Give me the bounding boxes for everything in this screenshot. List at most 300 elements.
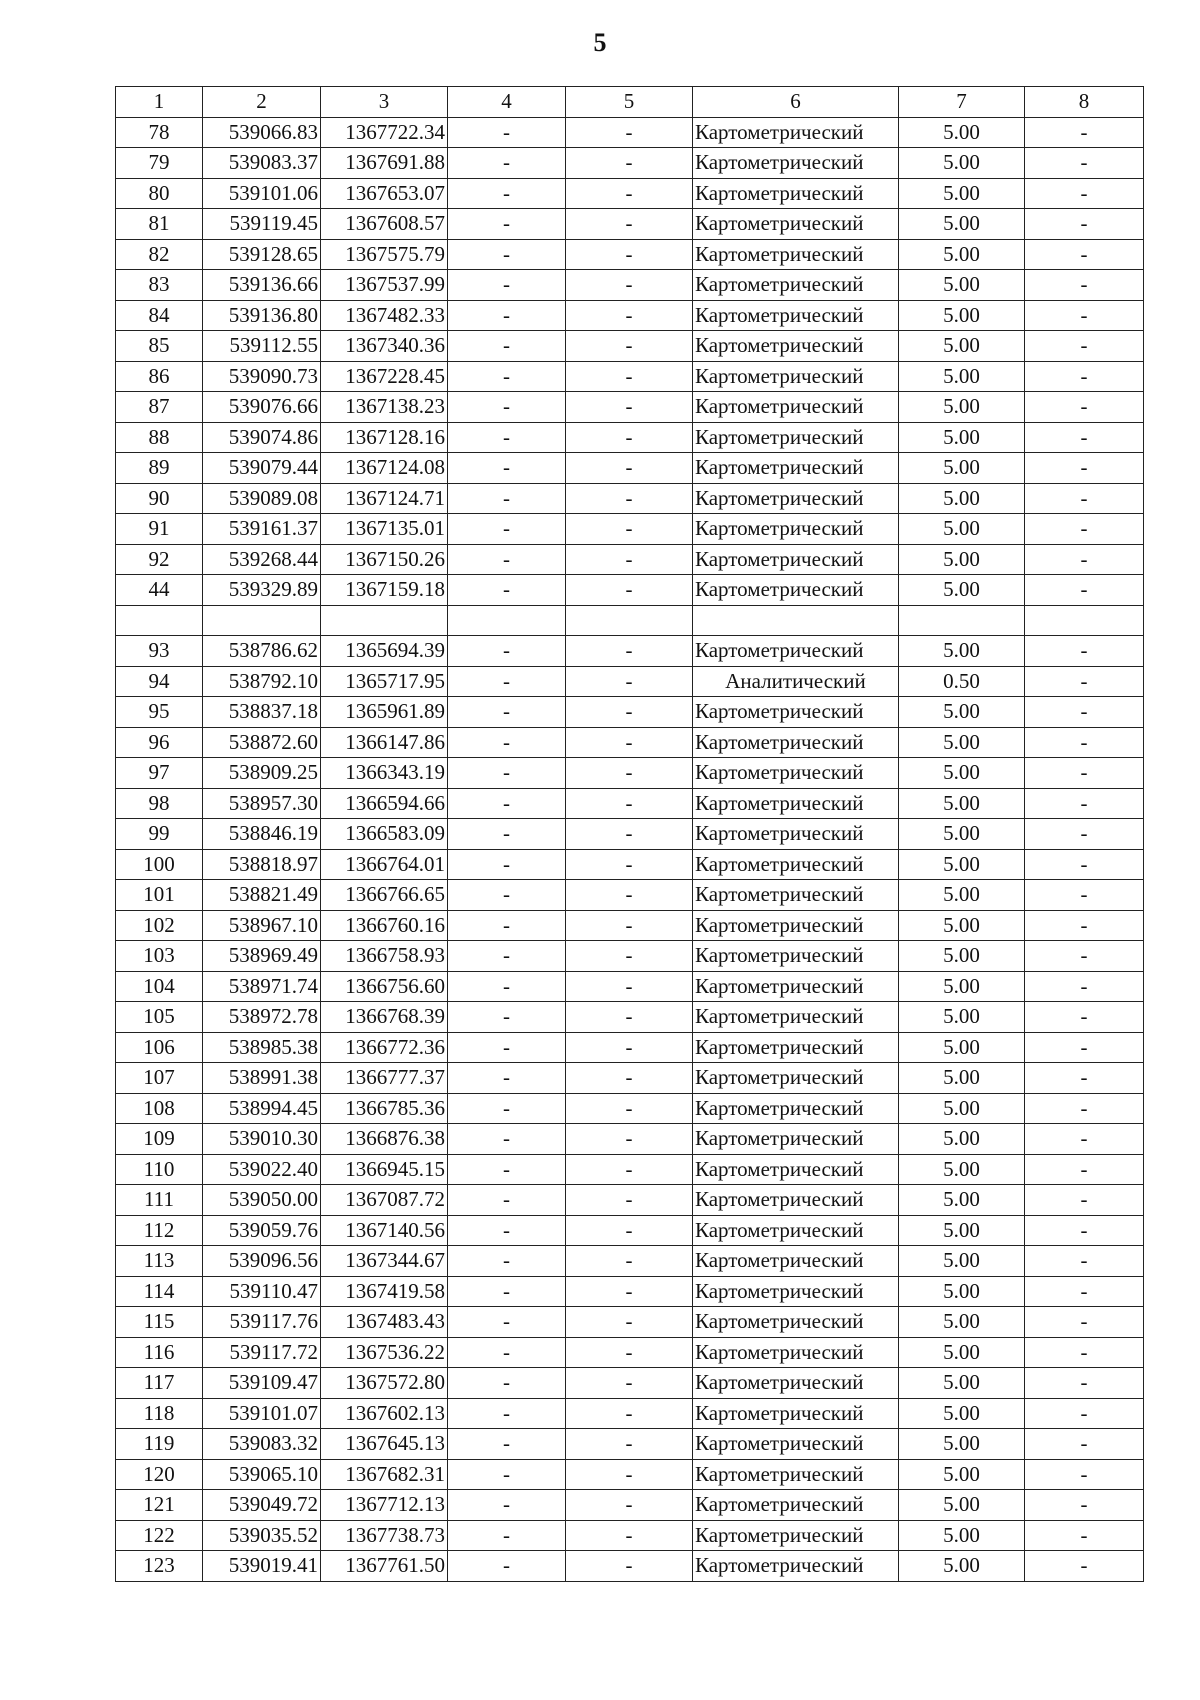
column-5-value-cell: - [566, 1246, 693, 1277]
y-coordinate-cell: 1367124.71 [321, 483, 448, 514]
column-header-3: 3 [321, 87, 448, 118]
x-coordinate-cell: 539049.72 [203, 1490, 321, 1521]
point-number-cell: 44 [116, 575, 203, 606]
column-header-7: 7 [899, 87, 1025, 118]
y-coordinate-cell: 1366876.38 [321, 1124, 448, 1155]
column-4-value-cell: - [448, 1093, 566, 1124]
method-cell: Картометрический [693, 239, 899, 270]
coordinates-table [115, 86, 1144, 1582]
table-row [116, 880, 1144, 911]
method-cell: Картометрический [693, 1551, 899, 1582]
y-coordinate-cell: 1367572.80 [321, 1368, 448, 1399]
column-8-value-cell: - [1025, 1124, 1144, 1155]
x-coordinate-cell: 539128.65 [203, 239, 321, 270]
method-cell: Картометрический [693, 209, 899, 240]
accuracy-cell: 0.50 [899, 666, 1025, 697]
x-coordinate-cell: 539059.76 [203, 1215, 321, 1246]
table-row [116, 148, 1144, 179]
column-5-value-cell: - [566, 849, 693, 880]
method-cell: Картометрический [693, 1337, 899, 1368]
column-5-value-cell: - [566, 300, 693, 331]
accuracy-cell: 5.00 [899, 1459, 1025, 1490]
column-4-value-cell: - [448, 1124, 566, 1155]
method-cell: Картометрический [693, 392, 899, 423]
table-body [116, 117, 1144, 1581]
x-coordinate-cell: 539161.37 [203, 514, 321, 545]
column-4-value-cell: - [448, 1276, 566, 1307]
method-cell: Картометрический [693, 819, 899, 850]
x-coordinate-cell: 538821.49 [203, 880, 321, 911]
y-coordinate-cell: 1365717.95 [321, 666, 448, 697]
column-8-value-cell: - [1025, 666, 1144, 697]
method-cell: Картометрический [693, 941, 899, 972]
method-cell: Картометрический [693, 1093, 899, 1124]
y-coordinate-cell: 1366785.36 [321, 1093, 448, 1124]
column-8-value-cell: - [1025, 270, 1144, 301]
y-coordinate-cell: 1367344.67 [321, 1246, 448, 1277]
column-5-value-cell: - [566, 422, 693, 453]
point-number-cell: 91 [116, 514, 203, 545]
x-coordinate-cell: 538909.25 [203, 758, 321, 789]
column-8-value-cell: - [1025, 422, 1144, 453]
column-5-value-cell: - [566, 1429, 693, 1460]
point-number-cell: 95 [116, 697, 203, 728]
column-4-value-cell: - [448, 270, 566, 301]
column-8-value-cell: - [1025, 453, 1144, 484]
column-4-value-cell: - [448, 239, 566, 270]
accuracy-cell: 5.00 [899, 941, 1025, 972]
x-coordinate-cell: 539083.32 [203, 1429, 321, 1460]
point-number-cell: 106 [116, 1032, 203, 1063]
accuracy-cell: 5.00 [899, 880, 1025, 911]
x-coordinate-cell: 538957.30 [203, 788, 321, 819]
column-4-value-cell: - [448, 1307, 566, 1338]
point-number-cell: 87 [116, 392, 203, 423]
column-8-value-cell: - [1025, 1032, 1144, 1063]
x-coordinate-cell: 539117.72 [203, 1337, 321, 1368]
column-4-value-cell: - [448, 819, 566, 850]
column-4-value-cell: - [448, 849, 566, 880]
column-4-value-cell: - [448, 1337, 566, 1368]
accuracy-cell: 5.00 [899, 1154, 1025, 1185]
table-row [116, 1429, 1144, 1460]
column-4-value-cell: - [448, 209, 566, 240]
accuracy-cell: 5.00 [899, 361, 1025, 392]
method-cell: Картометрический [693, 697, 899, 728]
table-row [116, 697, 1144, 728]
table-header-row [116, 87, 1144, 118]
method-cell: Картометрический [693, 636, 899, 667]
point-number-cell: 80 [116, 178, 203, 209]
column-4-value-cell: - [448, 1429, 566, 1460]
column-4-value-cell [448, 605, 566, 636]
method-cell: Картометрический [693, 270, 899, 301]
column-8-value-cell: - [1025, 209, 1144, 240]
column-5-value-cell: - [566, 819, 693, 850]
y-coordinate-cell: 1367482.33 [321, 300, 448, 331]
column-5-value-cell: - [566, 636, 693, 667]
table-row [116, 1551, 1144, 1582]
table-row [116, 1246, 1144, 1277]
column-5-value-cell: - [566, 1368, 693, 1399]
table-row [116, 1002, 1144, 1033]
column-5-value-cell: - [566, 1520, 693, 1551]
point-number-cell: 84 [116, 300, 203, 331]
x-coordinate-cell: 539074.86 [203, 422, 321, 453]
column-4-value-cell: - [448, 697, 566, 728]
table-row [116, 1307, 1144, 1338]
point-number-cell: 114 [116, 1276, 203, 1307]
point-number-cell: 109 [116, 1124, 203, 1155]
x-coordinate-cell [203, 605, 321, 636]
accuracy-cell: 5.00 [899, 422, 1025, 453]
column-8-value-cell: - [1025, 392, 1144, 423]
column-header-5: 5 [566, 87, 693, 118]
column-4-value-cell: - [448, 788, 566, 819]
y-coordinate-cell: 1366343.19 [321, 758, 448, 789]
column-5-value-cell: - [566, 178, 693, 209]
y-coordinate-cell: 1367140.56 [321, 1215, 448, 1246]
column-5-value-cell: - [566, 666, 693, 697]
column-4-value-cell: - [448, 392, 566, 423]
method-cell: Картометрический [693, 1032, 899, 1063]
table-row [116, 422, 1144, 453]
column-8-value-cell: - [1025, 1520, 1144, 1551]
table-row [116, 727, 1144, 758]
y-coordinate-cell: 1367138.23 [321, 392, 448, 423]
method-cell: Картометрический [693, 727, 899, 758]
column-4-value-cell: - [448, 941, 566, 972]
x-coordinate-cell: 538969.49 [203, 941, 321, 972]
y-coordinate-cell: 1366756.60 [321, 971, 448, 1002]
table-row [116, 1154, 1144, 1185]
column-8-value-cell: - [1025, 514, 1144, 545]
column-4-value-cell: - [448, 1246, 566, 1277]
method-cell: Картометрический [693, 1185, 899, 1216]
y-coordinate-cell: 1365961.89 [321, 697, 448, 728]
column-8-value-cell: - [1025, 1093, 1144, 1124]
column-4-value-cell: - [448, 575, 566, 606]
y-coordinate-cell: 1367536.22 [321, 1337, 448, 1368]
column-8-value-cell: - [1025, 178, 1144, 209]
table-row [116, 788, 1144, 819]
column-4-value-cell: - [448, 727, 566, 758]
point-number-cell: 101 [116, 880, 203, 911]
point-number-cell [116, 605, 203, 636]
y-coordinate-cell: 1366758.93 [321, 941, 448, 972]
y-coordinate-cell: 1366594.66 [321, 788, 448, 819]
x-coordinate-cell: 539065.10 [203, 1459, 321, 1490]
x-coordinate-cell: 539050.00 [203, 1185, 321, 1216]
column-8-value-cell [1025, 605, 1144, 636]
y-coordinate-cell: 1366945.15 [321, 1154, 448, 1185]
method-cell: Картометрический [693, 1429, 899, 1460]
accuracy-cell: 5.00 [899, 1276, 1025, 1307]
column-4-value-cell: - [448, 1063, 566, 1094]
column-8-value-cell: - [1025, 1551, 1144, 1582]
x-coordinate-cell: 539089.08 [203, 483, 321, 514]
x-coordinate-cell: 539090.73 [203, 361, 321, 392]
table-row [116, 1032, 1144, 1063]
point-number-cell: 98 [116, 788, 203, 819]
accuracy-cell: 5.00 [899, 209, 1025, 240]
column-8-value-cell: - [1025, 1246, 1144, 1277]
x-coordinate-cell: 538991.38 [203, 1063, 321, 1094]
method-cell: Картометрический [693, 971, 899, 1002]
accuracy-cell: 5.00 [899, 1429, 1025, 1460]
column-5-value-cell: - [566, 758, 693, 789]
method-cell: Картометрический [693, 453, 899, 484]
column-4-value-cell: - [448, 1154, 566, 1185]
y-coordinate-cell: 1367124.08 [321, 453, 448, 484]
column-4-value-cell: - [448, 178, 566, 209]
accuracy-cell: 5.00 [899, 1337, 1025, 1368]
point-number-cell: 116 [116, 1337, 203, 1368]
table-row [116, 544, 1144, 575]
point-number-cell: 81 [116, 209, 203, 240]
column-5-value-cell: - [566, 270, 693, 301]
column-8-value-cell: - [1025, 1368, 1144, 1399]
point-number-cell: 96 [116, 727, 203, 758]
x-coordinate-cell: 538985.38 [203, 1032, 321, 1063]
accuracy-cell: 5.00 [899, 819, 1025, 850]
method-cell: Картометрический [693, 1490, 899, 1521]
point-number-cell: 121 [116, 1490, 203, 1521]
table-row [116, 636, 1144, 667]
x-coordinate-cell: 538872.60 [203, 727, 321, 758]
accuracy-cell: 5.00 [899, 575, 1025, 606]
page-number: 5 [593, 28, 607, 57]
y-coordinate-cell: 1367761.50 [321, 1551, 448, 1582]
column-header-6: 6 [693, 87, 899, 118]
accuracy-cell: 5.00 [899, 788, 1025, 819]
accuracy-cell: 5.00 [899, 1246, 1025, 1277]
table-row [116, 392, 1144, 423]
method-cell: Картометрический [693, 300, 899, 331]
x-coordinate-cell: 539136.80 [203, 300, 321, 331]
method-cell: Картометрический [693, 483, 899, 514]
point-number-cell: 115 [116, 1307, 203, 1338]
column-8-value-cell: - [1025, 1459, 1144, 1490]
y-coordinate-cell: 1367645.13 [321, 1429, 448, 1460]
y-coordinate-cell: 1367340.36 [321, 331, 448, 362]
accuracy-cell: 5.00 [899, 1490, 1025, 1521]
x-coordinate-cell: 539109.47 [203, 1368, 321, 1399]
column-5-value-cell: - [566, 483, 693, 514]
column-5-value-cell: - [566, 1551, 693, 1582]
column-8-value-cell: - [1025, 697, 1144, 728]
table-row [116, 1337, 1144, 1368]
method-cell: Картометрический [693, 331, 899, 362]
column-header-4: 4 [448, 87, 566, 118]
point-number-cell: 94 [116, 666, 203, 697]
table-row [116, 178, 1144, 209]
column-5-value-cell: - [566, 148, 693, 179]
column-5-value-cell: - [566, 1490, 693, 1521]
point-number-cell: 118 [116, 1398, 203, 1429]
accuracy-cell: 5.00 [899, 331, 1025, 362]
x-coordinate-cell: 539010.30 [203, 1124, 321, 1155]
column-8-value-cell: - [1025, 849, 1144, 880]
x-coordinate-cell: 539066.83 [203, 117, 321, 148]
table-row [116, 758, 1144, 789]
point-number-cell: 93 [116, 636, 203, 667]
accuracy-cell: 5.00 [899, 300, 1025, 331]
table-row [116, 1368, 1144, 1399]
y-coordinate-cell: 1367228.45 [321, 361, 448, 392]
column-4-value-cell: - [448, 544, 566, 575]
column-8-value-cell: - [1025, 361, 1144, 392]
point-number-cell: 123 [116, 1551, 203, 1582]
column-4-value-cell: - [448, 453, 566, 484]
table-row [116, 1185, 1144, 1216]
x-coordinate-cell: 539022.40 [203, 1154, 321, 1185]
y-coordinate-cell: 1367537.99 [321, 270, 448, 301]
accuracy-cell: 5.00 [899, 971, 1025, 1002]
accuracy-cell: 5.00 [899, 270, 1025, 301]
accuracy-cell: 5.00 [899, 1063, 1025, 1094]
y-coordinate-cell: 1367575.79 [321, 239, 448, 270]
column-4-value-cell: - [448, 1185, 566, 1216]
accuracy-cell: 5.00 [899, 636, 1025, 667]
column-4-value-cell: - [448, 1215, 566, 1246]
column-8-value-cell: - [1025, 1063, 1144, 1094]
y-coordinate-cell [321, 605, 448, 636]
x-coordinate-cell: 538792.10 [203, 666, 321, 697]
y-coordinate-cell: 1367159.18 [321, 575, 448, 606]
table-row [116, 514, 1144, 545]
column-5-value-cell: - [566, 1093, 693, 1124]
accuracy-cell: 5.00 [899, 117, 1025, 148]
x-coordinate-cell: 539110.47 [203, 1276, 321, 1307]
column-header-2: 2 [203, 87, 321, 118]
method-cell: Картометрический [693, 1276, 899, 1307]
accuracy-cell: 5.00 [899, 178, 1025, 209]
table-row [116, 1398, 1144, 1429]
table-row [116, 453, 1144, 484]
column-4-value-cell: - [448, 1398, 566, 1429]
column-4-value-cell: - [448, 422, 566, 453]
table-row [116, 910, 1144, 941]
column-5-value-cell: - [566, 1124, 693, 1155]
method-cell: Картометрический [693, 1520, 899, 1551]
column-8-value-cell: - [1025, 1276, 1144, 1307]
y-coordinate-cell: 1367150.26 [321, 544, 448, 575]
point-number-cell: 108 [116, 1093, 203, 1124]
x-coordinate-cell: 539035.52 [203, 1520, 321, 1551]
column-5-value-cell: - [566, 910, 693, 941]
table-row [116, 849, 1144, 880]
y-coordinate-cell: 1367682.31 [321, 1459, 448, 1490]
y-coordinate-cell: 1366768.39 [321, 1002, 448, 1033]
x-coordinate-cell: 539136.66 [203, 270, 321, 301]
table-row [116, 1459, 1144, 1490]
accuracy-cell: 5.00 [899, 1551, 1025, 1582]
y-coordinate-cell: 1367738.73 [321, 1520, 448, 1551]
column-5-value-cell: - [566, 209, 693, 240]
column-4-value-cell: - [448, 971, 566, 1002]
point-number-cell: 97 [116, 758, 203, 789]
column-5-value-cell: - [566, 1185, 693, 1216]
x-coordinate-cell: 538994.45 [203, 1093, 321, 1124]
method-cell: Картометрический [693, 849, 899, 880]
column-5-value-cell: - [566, 971, 693, 1002]
column-4-value-cell: - [448, 1032, 566, 1063]
point-number-cell: 90 [116, 483, 203, 514]
column-4-value-cell: - [448, 483, 566, 514]
column-8-value-cell: - [1025, 727, 1144, 758]
table-row [116, 270, 1144, 301]
column-5-value-cell: - [566, 514, 693, 545]
y-coordinate-cell: 1367087.72 [321, 1185, 448, 1216]
x-coordinate-cell: 538818.97 [203, 849, 321, 880]
accuracy-cell [899, 605, 1025, 636]
column-header-1: 1 [116, 87, 203, 118]
column-8-value-cell: - [1025, 575, 1144, 606]
column-4-value-cell: - [448, 1459, 566, 1490]
point-number-cell: 105 [116, 1002, 203, 1033]
column-8-value-cell: - [1025, 819, 1144, 850]
point-number-cell: 83 [116, 270, 203, 301]
column-5-value-cell: - [566, 941, 693, 972]
y-coordinate-cell: 1367483.43 [321, 1307, 448, 1338]
x-coordinate-cell: 539076.66 [203, 392, 321, 423]
accuracy-cell: 5.00 [899, 483, 1025, 514]
method-cell: Картометрический [693, 788, 899, 819]
column-4-value-cell: - [448, 300, 566, 331]
table-row [116, 209, 1144, 240]
column-5-value-cell: - [566, 239, 693, 270]
table-row [116, 239, 1144, 270]
point-number-cell: 103 [116, 941, 203, 972]
column-8-value-cell: - [1025, 483, 1144, 514]
point-number-cell: 92 [116, 544, 203, 575]
accuracy-cell: 5.00 [899, 1520, 1025, 1551]
method-cell: Картометрический [693, 1124, 899, 1155]
column-8-value-cell: - [1025, 788, 1144, 819]
method-cell: Картометрический [693, 1307, 899, 1338]
y-coordinate-cell: 1366760.16 [321, 910, 448, 941]
point-number-cell: 99 [116, 819, 203, 850]
method-cell: Картометрический [693, 1215, 899, 1246]
y-coordinate-cell: 1365694.39 [321, 636, 448, 667]
column-5-value-cell: - [566, 1032, 693, 1063]
accuracy-cell: 5.00 [899, 1307, 1025, 1338]
point-number-cell: 117 [116, 1368, 203, 1399]
column-8-value-cell: - [1025, 910, 1144, 941]
column-8-value-cell: - [1025, 880, 1144, 911]
column-8-value-cell: - [1025, 941, 1144, 972]
column-4-value-cell: - [448, 514, 566, 545]
column-5-value-cell: - [566, 544, 693, 575]
column-4-value-cell: - [448, 1551, 566, 1582]
column-4-value-cell: - [448, 758, 566, 789]
method-cell: Картометрический [693, 1459, 899, 1490]
y-coordinate-cell: 1367722.34 [321, 117, 448, 148]
method-cell: Картометрический [693, 422, 899, 453]
column-8-value-cell: - [1025, 636, 1144, 667]
point-number-cell: 100 [116, 849, 203, 880]
point-number-cell: 86 [116, 361, 203, 392]
column-4-value-cell: - [448, 117, 566, 148]
accuracy-cell: 5.00 [899, 1124, 1025, 1155]
column-4-value-cell: - [448, 1520, 566, 1551]
x-coordinate-cell: 539101.06 [203, 178, 321, 209]
point-number-cell: 119 [116, 1429, 203, 1460]
column-8-value-cell: - [1025, 148, 1144, 179]
method-cell: Картометрический [693, 1246, 899, 1277]
column-5-value-cell: - [566, 1337, 693, 1368]
